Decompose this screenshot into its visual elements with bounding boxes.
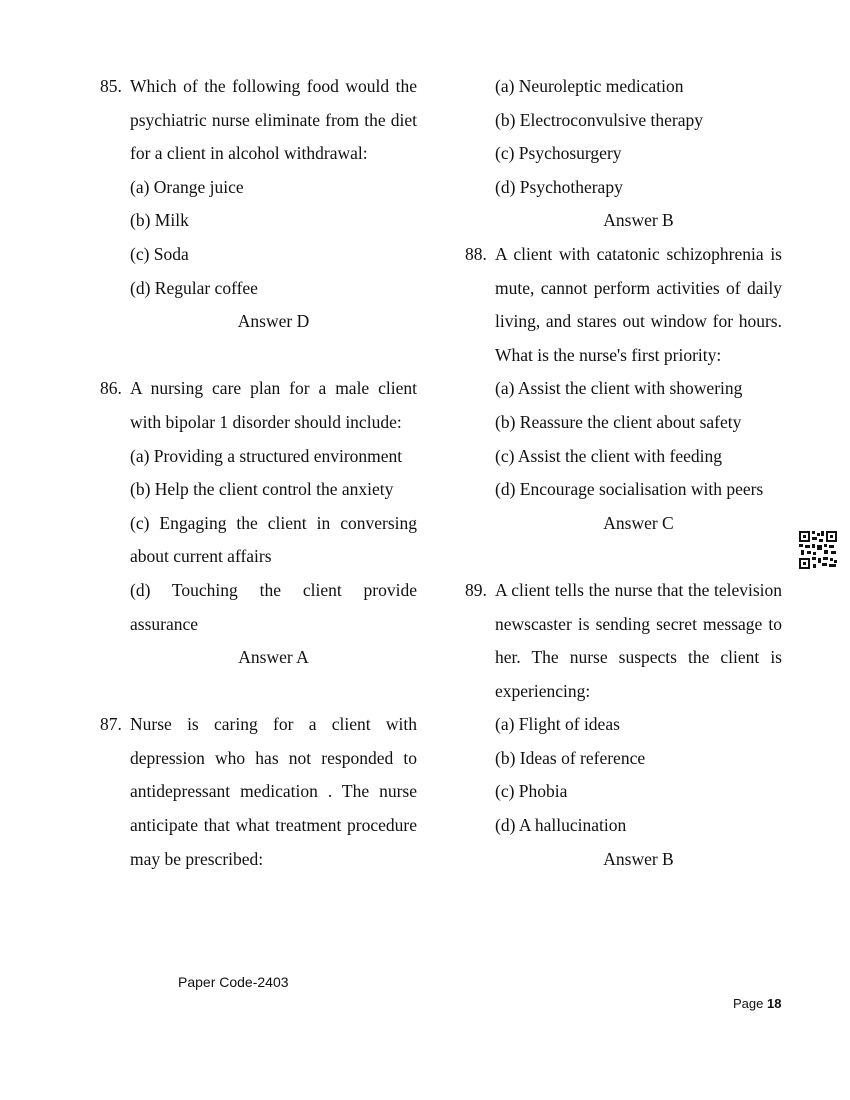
question-number: 85.	[100, 76, 122, 96]
page-number-value: 18	[767, 996, 782, 1011]
option-d: (d) Regular coffee	[130, 277, 258, 298]
option-a: (a) Orange juice	[130, 176, 244, 197]
question-number: 89.	[465, 579, 487, 600]
answer-label: Answer A	[238, 647, 309, 668]
question-87	[100, 708, 417, 876]
question-85	[100, 70, 417, 339]
option-b: (b) Reassure the client about safety	[495, 411, 742, 432]
option-c: (c) Psychosurgery	[495, 143, 622, 164]
option-c: (c) Engaging the client in conversing about current affairs	[130, 512, 417, 567]
option-d: (d) A hallucination	[495, 815, 627, 836]
answer-label: Answer B	[603, 848, 674, 869]
option-a: (a) Flight of ideas	[495, 714, 620, 735]
option-c: (c) Phobia	[495, 781, 568, 802]
question-stem: A client with catatonic schizophrenia is mute, cannot perform activities of daily living, and stares out window for hours. What is the nurse's first priority:	[495, 243, 782, 365]
option-d: (d) Psychotherapy	[495, 176, 623, 197]
option-d: (d) Touching the client provide assurance	[130, 579, 417, 634]
question-88	[465, 238, 782, 540]
option-a: (a) Neuroleptic medication	[495, 76, 684, 96]
qr-code-icon	[798, 530, 838, 570]
question-89	[465, 574, 782, 876]
answer-label: Answer D	[237, 311, 310, 332]
question-87-continued	[495, 70, 782, 238]
question-stem: Nurse is caring for a client with depression who has not responded to antidepressant medication . The nurse anticipate that what treatment procedure may be prescribed:	[130, 714, 417, 869]
option-b: (b) Ideas of reference	[495, 747, 646, 768]
option-c: (c) Assist the client with feeding	[495, 445, 722, 466]
right-column	[465, 70, 782, 876]
option-a: (a) Assist the client with showering	[495, 378, 743, 399]
question-86	[100, 372, 417, 674]
question-number: 87.	[100, 714, 122, 735]
question-stem: A client tells the nurse that the television newscaster is sending secret message to her. The nurse suspects the client is experiencing:	[495, 579, 782, 701]
option-b: (b) Electroconvulsive therapy	[495, 109, 703, 130]
question-number: 88.	[465, 243, 487, 264]
answer-label: Answer B	[603, 210, 674, 231]
question-stem: A nursing care plan for a male client with bipolar 1 disorder should include:	[130, 378, 417, 432]
option-d: (d) Encourage socialisation with peers	[495, 479, 764, 500]
option-c: (c) Soda	[130, 243, 189, 264]
answer-label: Answer C	[603, 512, 674, 533]
option-b: (b) Help the client control the anxiety	[130, 479, 394, 500]
paper-code: Paper Code-2403	[178, 974, 289, 990]
option-a: (a) Providing a structured environment	[130, 445, 403, 466]
left-column	[100, 70, 417, 876]
page-label: Page	[733, 996, 764, 1011]
option-b: (b) Milk	[130, 210, 189, 231]
question-number: 86.	[100, 378, 122, 399]
question-stem: Which of the following food would the psychiatric nurse eliminate from the diet for a client in alcohol withdrawal:	[130, 76, 417, 164]
page-number	[733, 996, 781, 1011]
